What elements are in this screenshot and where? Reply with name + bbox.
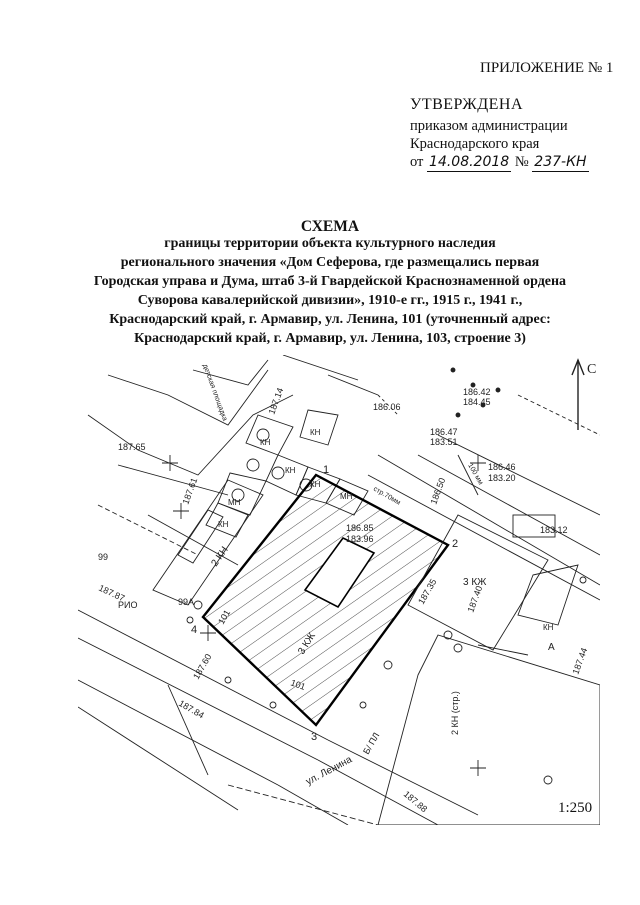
subtitle-line: границы территории объекта культурного наследия	[164, 236, 496, 251]
boundary-point-label: 1	[323, 464, 330, 476]
elevation-label: 187.61	[180, 476, 200, 506]
building-label: МН	[228, 498, 241, 507]
order-date: 14.08.2018	[429, 154, 510, 170]
building-label: КН	[218, 520, 229, 529]
elevation-label: 186.42	[463, 387, 491, 397]
building-label: КН	[310, 480, 321, 489]
north-arrow-icon	[572, 360, 584, 430]
map-small-label: 100 мм	[466, 462, 484, 487]
elevation-label: 187.60	[191, 652, 214, 681]
elevation-label: 187.87	[97, 582, 127, 604]
building-label: 2 КН (стр.)	[450, 691, 460, 735]
building-label: МН	[340, 492, 353, 501]
order-number-label: №	[514, 154, 529, 170]
north-label: С	[587, 362, 597, 377]
elevation-label: 183.12	[540, 525, 568, 535]
elevation-label: 187.44	[570, 646, 590, 676]
order-line-1: приказом администрации	[410, 118, 568, 134]
order-number: 237-КН	[534, 154, 587, 170]
approved-heading: УТВЕРЖДЕНА	[410, 96, 524, 113]
elevation-label: 186.46	[488, 462, 516, 472]
map-small-label: детская площадка	[201, 363, 229, 422]
street-label: Б/ ПЛ	[361, 730, 382, 756]
approval-order	[410, 117, 589, 172]
elevation-label: 187.84	[177, 698, 206, 721]
elevation-label: 183.51	[430, 437, 458, 447]
subtitle-line: регионального значения «Дом Сеферова, где размещались первая	[120, 255, 540, 270]
subtitle-line: Суворова кавалерийской дивизии», 1910-е гг., 1915 г., 1941 г.,	[137, 293, 523, 308]
elevation-label: 183.20	[488, 473, 516, 483]
elevation-label: 186.06	[373, 402, 401, 412]
boundary-point-label: 3	[311, 731, 318, 743]
elevation-label: 187.14	[266, 386, 286, 416]
order-date-line	[410, 153, 589, 172]
order-from-label: от	[410, 154, 424, 170]
elevation-label: 187.65	[118, 442, 146, 452]
elevation-label: 187.40	[465, 584, 485, 614]
building-label: КН	[260, 438, 271, 447]
elevation-label: 187.35	[416, 577, 439, 606]
street-label: ул. Ленина	[304, 754, 354, 788]
elevation-label: 183.96	[346, 534, 374, 544]
map-small-label: РИО	[118, 600, 138, 610]
building-label: 2 КН	[209, 544, 231, 569]
building-label: 3 КЖ	[463, 577, 487, 588]
map-small-label: 101	[216, 607, 233, 626]
boundary-point-label: 2	[452, 538, 459, 550]
document-title: СХЕМА	[300, 218, 360, 235]
elevation-label: 186.47	[430, 427, 458, 437]
subtitle-line: Краснодарский край, г. Армавир, ул. Ленина, 101 (уточненный адрес:	[109, 312, 551, 327]
boundary-point-label: 4	[191, 624, 198, 636]
building-label: КН	[285, 466, 296, 475]
order-line-2: Краснодарского края	[410, 136, 540, 152]
appendix-label: ПРИЛОЖЕНИЕ № 1	[480, 60, 614, 76]
scale-label: 1:250	[558, 800, 593, 816]
building-label: КН	[543, 623, 554, 632]
map-small-label: 99	[98, 552, 109, 562]
elevation-label: 186.50	[428, 476, 448, 506]
street-label: А	[548, 642, 555, 653]
map-small-label: 101	[289, 677, 307, 693]
territory-boundary-map	[78, 355, 600, 825]
map-small-label: 99А	[178, 597, 195, 607]
elevation-label: 184.45	[463, 397, 491, 407]
building-label: КН	[310, 428, 321, 437]
map-small-label: стр.70мм	[372, 485, 402, 507]
document-subtitle	[60, 234, 600, 348]
subtitle-line: Краснодарский край, г. Армавир, ул. Ленина, 103, строение 3)	[134, 331, 526, 346]
elevation-label: 186.85	[346, 523, 374, 533]
elevation-label: 187.88	[401, 788, 430, 815]
building-label: 3 КЖ	[296, 630, 318, 657]
subtitle-line: Городская управа и Дума, штаб 3-й Гвардейской Краснознаменной ордена	[93, 274, 567, 289]
